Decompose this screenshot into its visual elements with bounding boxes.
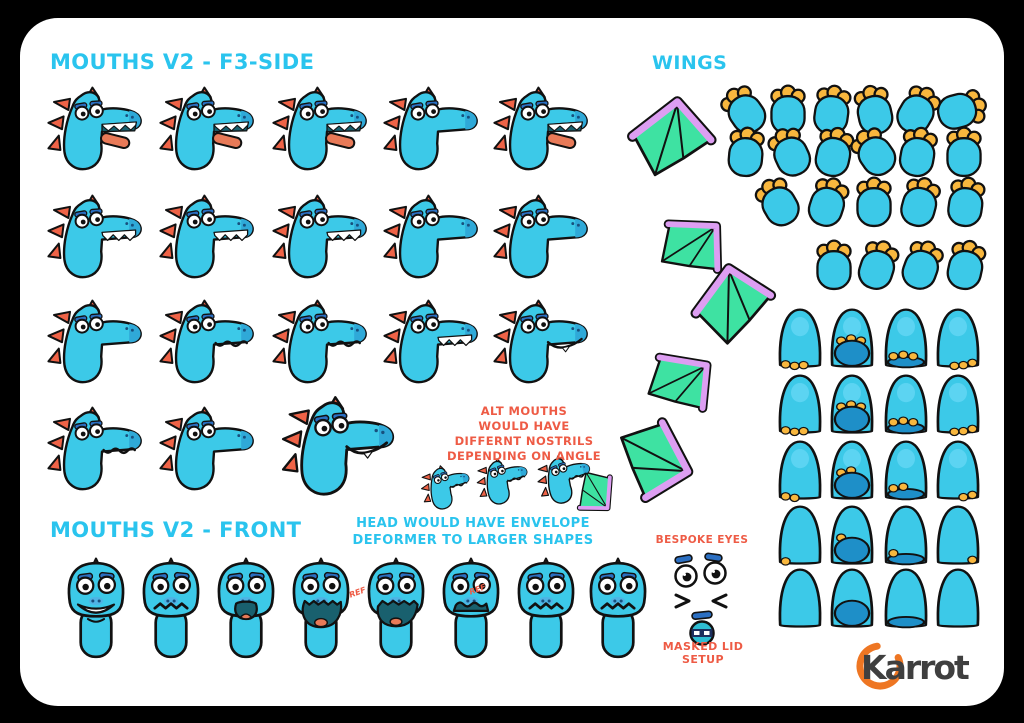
body-shape-open-bottom <box>886 376 926 434</box>
logo-text: Karrot <box>861 648 968 687</box>
closed-eye-right-icon <box>713 595 726 607</box>
foot <box>947 128 980 176</box>
side-head-smile <box>283 397 393 494</box>
side-head-wavy <box>48 408 140 490</box>
masked-lid-label: MASKED LID SETUP <box>662 640 744 666</box>
ref-annotation-2: REF <box>467 582 488 597</box>
ref-annotation-1: REF <box>347 585 368 600</box>
front-head-zigzag <box>144 559 198 657</box>
front-head-open-grin <box>369 559 423 657</box>
front-head-open-small <box>219 559 273 657</box>
body-shape-belly <box>832 442 872 499</box>
foot <box>945 238 987 292</box>
foot <box>898 236 946 293</box>
side-head-plain <box>160 408 252 490</box>
masked-eyebrow <box>692 611 713 620</box>
body-shape-open-bottom <box>886 442 926 500</box>
wing-pose <box>606 412 700 508</box>
foot <box>765 123 815 181</box>
foot <box>751 173 804 231</box>
title-mouths-front: MOUTHS V2 - FRONT <box>50 518 302 542</box>
foot <box>812 84 852 136</box>
body-shape-belly <box>832 376 872 433</box>
foot <box>935 88 990 132</box>
body-shape-belly <box>832 570 872 627</box>
body-shape-toes-left <box>780 442 820 502</box>
envelope-note-line-1: HEAD WOULD HAVE ENVELOPE <box>356 516 590 531</box>
side-head-teeth <box>48 196 140 278</box>
alt-note-line-1: ALT MOUTHS <box>480 404 568 418</box>
alt-mouth-thumb <box>418 461 474 513</box>
foot <box>898 174 942 229</box>
front-mouth-row <box>69 559 645 657</box>
bespoke-eyes-label: BESPOKE EYES <box>655 534 749 546</box>
front-head-wavy <box>444 559 498 657</box>
envelope-note <box>350 515 596 549</box>
body-shape-grid <box>780 310 978 628</box>
front-head-zigzag <box>591 559 645 657</box>
side-head-plain <box>384 196 476 278</box>
body-shape-belly <box>832 507 872 564</box>
foot <box>846 123 901 182</box>
wing-pose <box>635 338 725 429</box>
alt-note-line-4: DEPENDING ON ANGLE <box>447 449 601 463</box>
foot <box>813 125 855 179</box>
side-head-teeth <box>273 196 365 278</box>
foot <box>817 241 850 289</box>
bespoke-eyes-diagram <box>675 553 726 645</box>
side-head-plain <box>48 301 140 383</box>
feet-grid <box>716 81 989 294</box>
wing-pose <box>690 263 776 347</box>
body-shape-toes-left <box>780 310 820 370</box>
side-head-open <box>48 88 140 170</box>
body-shape-open-bottom <box>886 570 926 628</box>
front-head-zigzag <box>519 559 573 657</box>
wing-pose <box>628 96 716 182</box>
front-head-open-big <box>294 559 348 657</box>
side-head-wavy <box>160 301 252 383</box>
body-shape-open-bottom <box>886 310 926 368</box>
body-shape-toes-right <box>938 442 978 501</box>
side-head-plain <box>494 196 586 278</box>
side-head-open <box>273 88 365 170</box>
side-head-plain <box>384 88 476 170</box>
side-head-wavy <box>273 301 365 383</box>
side-head-open <box>494 88 586 170</box>
side-head-open <box>160 88 252 170</box>
foot <box>771 86 804 134</box>
body-shape-toes-right <box>938 310 978 370</box>
foot <box>946 176 986 228</box>
foot <box>857 178 890 226</box>
alt-note-line-3: DIFFERNT NOSTRILS <box>454 434 594 448</box>
closed-eye-left-icon <box>676 595 689 607</box>
foot <box>805 174 851 230</box>
foot <box>727 126 764 177</box>
title-mouths-side: MOUTHS V2 - F3-SIDE <box>50 50 315 74</box>
side-head-teeth <box>384 301 476 383</box>
eyebrow-right <box>705 553 723 562</box>
eyebrow-left <box>675 554 693 563</box>
side-head-teeth <box>160 196 252 278</box>
title-wings: WINGS <box>652 52 728 74</box>
side-head-smile <box>494 301 586 383</box>
body-shape-belly <box>832 310 872 367</box>
body-shape-toes-left <box>780 570 820 627</box>
body-shape-toes-left <box>780 376 820 436</box>
body-shape-toes-right <box>938 376 978 436</box>
foot <box>855 237 901 293</box>
body-shape-toes-right <box>938 570 978 627</box>
envelope-note-line-2: DEFORMER TO LARGER SHAPES <box>352 533 594 548</box>
body-shape-open-bottom <box>886 507 926 565</box>
body-shape-toes-left <box>780 507 820 565</box>
front-head-smile <box>69 559 123 657</box>
alt-mouths-note <box>438 404 610 464</box>
foot <box>898 125 939 178</box>
karrot-logo <box>853 639 970 692</box>
body-shape-toes-right <box>938 507 978 564</box>
alt-note-line-2: WOULD HAVE <box>478 419 570 433</box>
